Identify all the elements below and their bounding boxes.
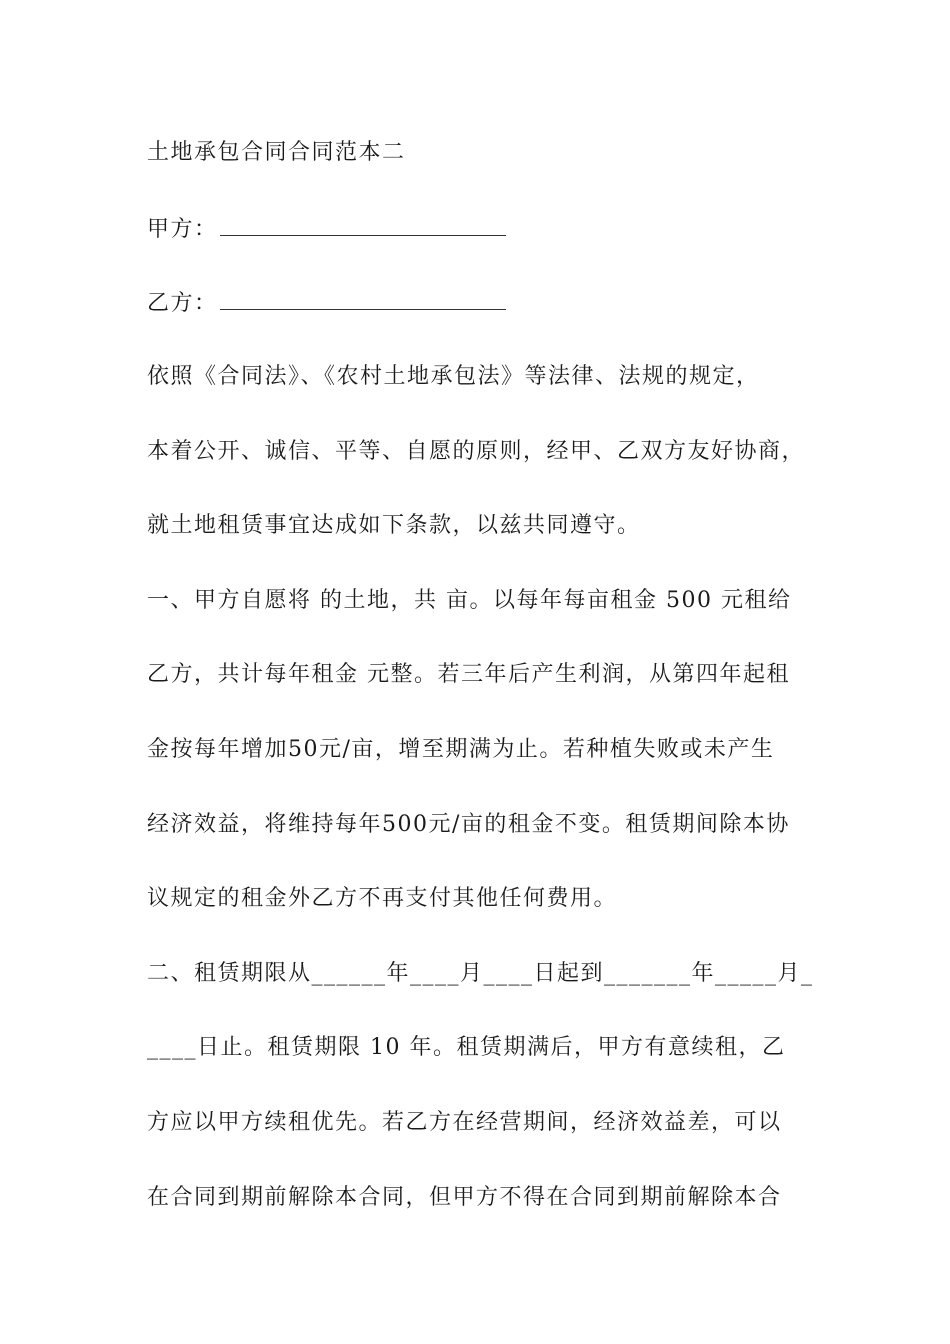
party-b-label: 乙方： [147,291,218,316]
body-line: 在合同到期前解除本合同，但甲方不得在合同到期前解除本合 [147,1185,782,1210]
body-line: 一、甲方自愿将 的土地，共 亩。以每年每亩租金 500 元租给 [147,588,792,613]
body-line: 议规定的租金外乙方不再支付其他任何费用。 [147,886,618,911]
party-a-line [147,213,506,245]
party-a-label: 甲方： [147,217,218,242]
body-line: 金按每年增加50元/亩，增至期满为止。若种植失败或未产生 [147,737,775,762]
body-line: 乙方，共计每年租金 元整。若三年后产生利润，从第四年起租 [147,662,790,687]
body-line: 方应以甲方续租优先。若乙方在经营期间，经济效益差，可以 [147,1110,782,1135]
party-b-line [147,287,506,319]
body-line: 依照《合同法》、《农村土地承包法》等法律、法规的规定， [147,364,760,389]
body-line: 二、租赁期限从______年____月____日起到_______年_____月_ [147,961,814,986]
body-line: 经济效益，将维持每年500元/亩的租金不变。租赁期间除本协 [147,812,790,837]
party-b-blank [220,287,506,310]
document-title: 土地承包合同合同范本二 [147,140,406,165]
body-line: ____日止。租赁期限 10 年。租赁期满后，甲方有意续租，乙 [147,1035,786,1060]
body-line: 就土地租赁事宜达成如下条款，以兹共同遵守。 [147,513,641,538]
party-a-blank [220,213,506,236]
body-line: 本着公开、诚信、平等、自愿的原则，经甲、乙双方友好协商， [147,439,806,464]
